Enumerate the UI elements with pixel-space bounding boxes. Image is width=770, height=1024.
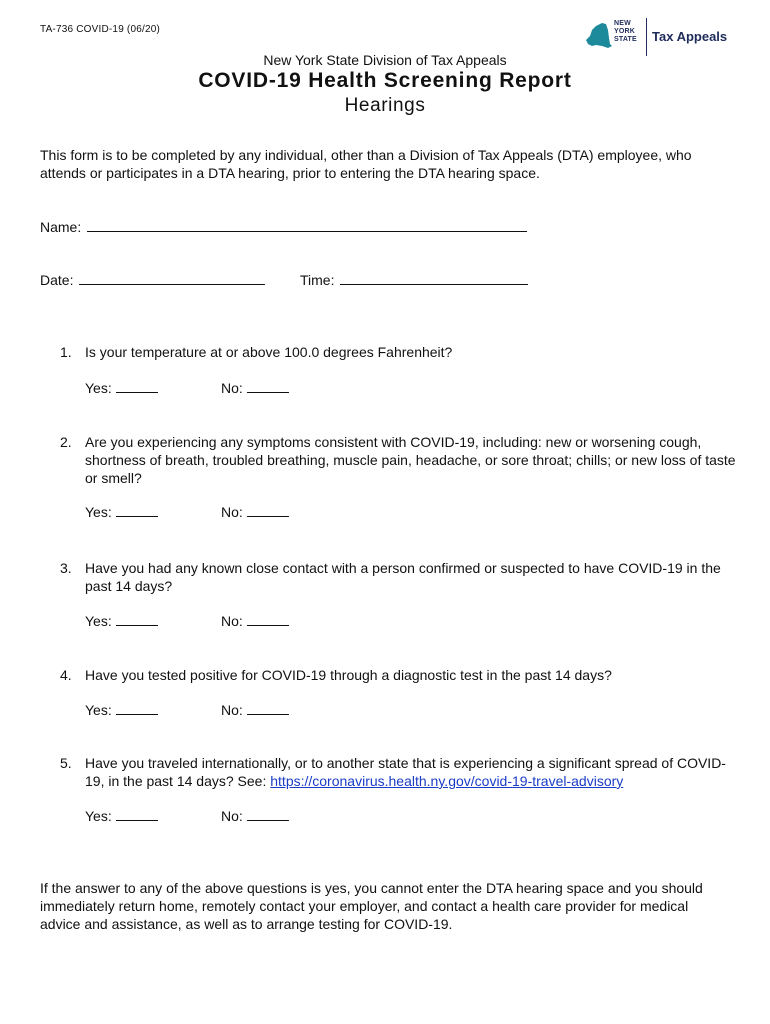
date-row xyxy=(40,272,265,288)
question-text: Are you experiencing any symptoms consistent with COVID-19, including: new or worsening cough, shortness of breath, troubled breathing, muscle pain, headache, or sore throat; chills; or new loss of taste or smell? xyxy=(85,434,736,486)
no-answer[interactable]: No: xyxy=(221,808,289,824)
new-york-state-map-icon xyxy=(582,18,616,52)
yes-answer[interactable]: Yes: xyxy=(85,504,158,520)
no-answer[interactable]: No: xyxy=(221,504,289,520)
intro-text: This form is to be completed by any individual, other than a Division of Tax Appeals (DTA) employee, who attends or participates in a DTA hearing, prior to entering the DTA hearing space. xyxy=(40,147,692,181)
time-field[interactable] xyxy=(340,272,528,285)
question-number: 3. xyxy=(60,560,72,576)
page-subtitle: Hearings xyxy=(344,95,426,116)
question-number: 2. xyxy=(60,434,72,450)
question-number: 4. xyxy=(60,667,72,683)
date-label: Date: xyxy=(40,272,74,288)
yes-answer[interactable]: Yes: xyxy=(85,380,158,396)
name-field[interactable] xyxy=(87,219,527,232)
time-label: Time: xyxy=(300,272,335,288)
yes-answer[interactable]: Yes: xyxy=(85,613,158,629)
question-text: Is your temperature at or above 100.0 degrees Fahrenheit? xyxy=(85,344,453,360)
no-answer[interactable]: No: xyxy=(221,380,289,396)
logo-divider xyxy=(646,18,647,56)
name-label: Name: xyxy=(40,219,82,235)
question-number: 1. xyxy=(60,344,72,360)
question-number: 5. xyxy=(60,755,72,771)
no-answer[interactable]: No: xyxy=(221,702,289,718)
yes-answer[interactable]: Yes: xyxy=(85,702,158,718)
no-answer[interactable]: No: xyxy=(221,613,289,629)
time-row xyxy=(300,272,528,288)
date-field[interactable] xyxy=(79,272,265,285)
closing-instructions: If the answer to any of the above questions is yes, you cannot enter the DTA hearing space and you should immediately return home, remotely contact your employer, and contact a health care provider for medical advice and assistance, as well as to arrange testing for COVID-19. xyxy=(40,880,703,932)
division-name: New York State Division of Tax Appeals xyxy=(263,52,507,68)
name-row xyxy=(40,219,527,235)
logo-agency-name: Tax Appeals xyxy=(652,29,728,44)
yes-answer[interactable]: Yes: xyxy=(85,808,158,824)
form-id: TA-736 COVID-19 (06/20) xyxy=(40,24,161,35)
logo-state-text: NEW YORK STATE xyxy=(614,20,637,43)
question-text: Have you had any known close contact with a person confirmed or suspected to have COVID-19 in the past 14 days? xyxy=(85,560,721,594)
page-title: COVID-19 Health Screening Report xyxy=(198,69,572,92)
travel-advisory-link[interactable]: https://coronavirus.health.ny.gov/covid-19-travel-advisory xyxy=(270,773,624,789)
question-text: Have you traveled internationally, or to another state that is experiencing a significant spread of COVID-19, in the past 14 days? See: https://coronavirus.health.ny.gov/covid-19-travel-advisory xyxy=(85,755,726,789)
question-text: Have you tested positive for COVID-19 through a diagnostic test in the past 14 days? xyxy=(85,667,612,683)
